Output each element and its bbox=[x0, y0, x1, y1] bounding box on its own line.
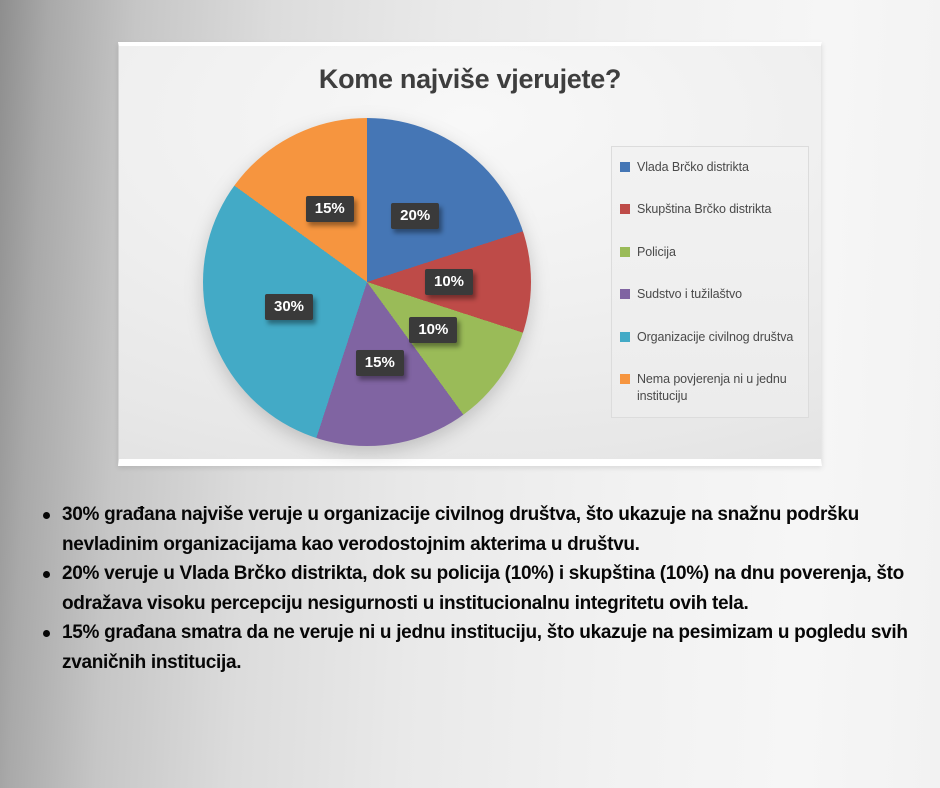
legend-label: Sudstvo i tužilaštvo bbox=[637, 287, 742, 302]
legend-swatch-icon bbox=[620, 374, 630, 384]
slice-label-sudstvo: 15% bbox=[356, 350, 404, 376]
legend-swatch-icon bbox=[620, 204, 630, 214]
chart-title: Kome najviše vjerujete? bbox=[318, 64, 622, 94]
legend-swatch-icon bbox=[620, 162, 630, 172]
legend-item bbox=[620, 329, 802, 346]
slice-label-skupstina: 10% bbox=[425, 269, 473, 295]
slice-label-organizacije: 30% bbox=[265, 294, 313, 320]
chart-legend bbox=[611, 146, 809, 418]
legend-label: Nema povjerenja ni u jednu instituciju bbox=[637, 371, 787, 403]
legend-swatch-icon bbox=[620, 247, 630, 257]
legend-item bbox=[620, 371, 802, 405]
legend-swatch-icon bbox=[620, 289, 630, 299]
slice-label-vlada: 20% bbox=[391, 203, 439, 229]
bullet-item: 30% građana najviše veruje u organizacije civilnog društva, što ukazuje na snažnu podršku nevladinim organizacijama kao verodostojnim akterima u društvu. bbox=[37, 500, 923, 559]
legend-label: Policija bbox=[637, 244, 676, 259]
summary-bullet-list bbox=[37, 500, 923, 677]
slice-label-nema-povjerenja: 15% bbox=[306, 196, 354, 222]
legend-item bbox=[620, 286, 802, 303]
legend-item bbox=[620, 159, 802, 176]
chart-panel bbox=[118, 42, 822, 466]
bullet-item: 20% veruje u Vlada Brčko distrikta, dok su policija (10%) i skupština (10%) na dnu poverenja, što odražava visoku percepciju nesigurnosti u institucionalnu integritetu ovih tela. bbox=[37, 559, 923, 618]
pie-chart bbox=[203, 118, 531, 446]
slice-label-policija: 10% bbox=[409, 317, 457, 343]
legend-label: Organizacije civilnog društva bbox=[637, 329, 794, 344]
legend-item bbox=[620, 244, 802, 261]
pie-graphic bbox=[203, 118, 531, 446]
legend-label: Vlada Brčko distrikta bbox=[637, 160, 749, 174]
legend-item bbox=[620, 201, 802, 218]
legend-label: Skupština Brčko distrikta bbox=[637, 202, 772, 217]
bullet-item: 15% građana smatra da ne veruje ni u jednu instituciju, što ukazuje na pesimizam u pogledu svih zvaničnih institucija. bbox=[37, 618, 923, 677]
legend-swatch-icon bbox=[620, 332, 630, 342]
